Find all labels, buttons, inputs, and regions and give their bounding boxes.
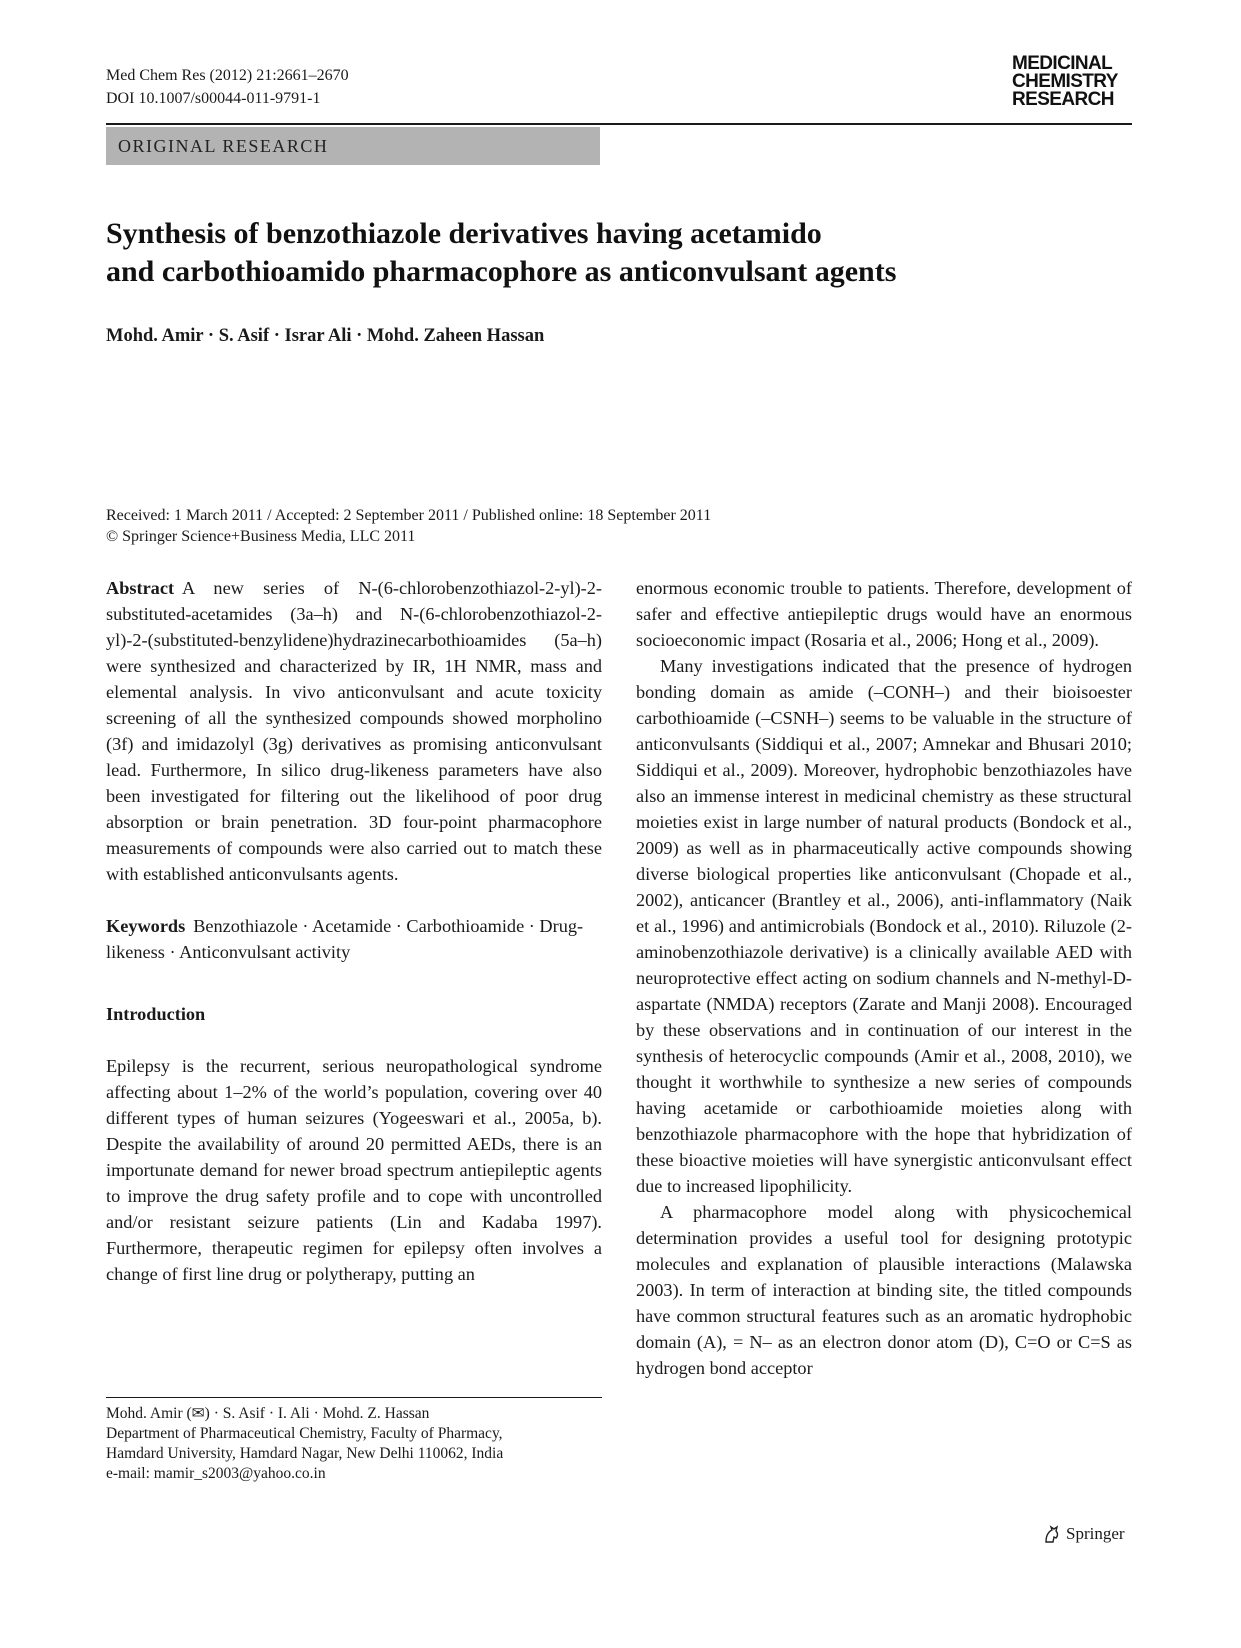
header-divider bbox=[106, 123, 1132, 125]
publisher-mark bbox=[1042, 1524, 1125, 1544]
author-list: Mohd. Amir · S. Asif · Israr Ali · Mohd. Zaheen Hassan bbox=[106, 326, 545, 346]
intro-paragraph-1-continued: enormous economic trouble to patients. Therefore, development of safer and effective antiepileptic drugs would have an enormous socioeconomic impact (Rosaria et al., 2006; Hong et al., 2009). bbox=[636, 578, 1132, 650]
abstract-text: A new series of N-(6-chlorobenzothiazol-2-yl)-2-substituted-acetamides (3a–h) and N-(6-chlorobenzothiazol-2-yl)-2-(substituted-benzylidene)hydrazinecarbothioamides (5a–h) were synthesized and characterized by IR, 1H NMR, mass and elemental analysis. In vivo anticonvulsant and acute toxicity screening of all the synthesized compounds showed morpholino (3f) and imidazolyl (3g) derivatives as promising anticonvulsant lead. Furthermore, In silico drug-likeness parameters have also been investigated for filtering out the likelihood of poor drug absorption or brain penetration. 3D four-point pharmacophore measurements of compounds were also carried out to match these with established anticonvulsants agents. bbox=[106, 578, 602, 884]
right-column bbox=[636, 575, 1132, 1381]
keywords-text: Benzothiazole · Acetamide · Carbothioamide · Drug-likeness · Anticonvulsant activity bbox=[106, 916, 584, 962]
keywords-label: Keywords bbox=[106, 916, 186, 936]
publication-history bbox=[106, 505, 711, 547]
doi: DOI 10.1007/s00044-011-9791-1 bbox=[106, 90, 321, 107]
article-title: Synthesis of benzothiazole derivatives having acetamido and carbothioamido pharmacophore as anticonvulsant agents bbox=[106, 217, 897, 288]
footnote-email: e-mail: mamir_s2003@yahoo.co.in bbox=[106, 1465, 326, 1482]
dates-line: Received: 1 March 2011 / Accepted: 2 September 2011 / Published online: 18 September 2011 bbox=[106, 507, 712, 524]
springer-horse-icon bbox=[1042, 1524, 1062, 1544]
introduction-heading: Introduction bbox=[106, 1004, 206, 1024]
footnote-university: Hamdard University, Hamdard Nagar, New Delhi 110062, India bbox=[106, 1445, 504, 1462]
intro-paragraph-3: A pharmacophore model along with physicochemical determination provides a useful tool for designing prototypic molecules and explanation of plausible interactions (Malawska 2003). In term of interaction at binding site, the titled compounds have common structural features such as an aromatic hydrophobic domain (A), = N– as an electron donor atom (D), C=O or C=S as hydrogen bond acceptor bbox=[636, 1202, 1132, 1378]
footnote-divider bbox=[106, 1397, 602, 1398]
abstract bbox=[106, 575, 602, 887]
journal-citation: Med Chem Res (2012) 21:2661–2670 bbox=[106, 67, 349, 84]
article-category-banner: ORIGINAL RESEARCH bbox=[106, 127, 600, 165]
left-column bbox=[106, 575, 602, 1287]
journal-logo: MEDICINAL CHEMISTRY RESEARCH bbox=[1012, 53, 1118, 110]
keywords bbox=[106, 913, 602, 965]
copyright-line: © Springer Science+Business Media, LLC 2011 bbox=[106, 528, 416, 545]
footnote-department: Department of Pharmaceutical Chemistry, Faculty of Pharmacy, bbox=[106, 1425, 503, 1442]
publisher-name: Springer bbox=[1066, 1524, 1125, 1543]
intro-paragraph-2: Many investigations indicated that the presence of hydrogen bonding domain as amide (–CONH–) and their bioisoester carbothioamide (–CSNH–) seems to be valuable in the structure of anticonvulsants (Siddiqui et al., 2007; Amnekar and Bhusari 2010; Siddiqui et al., 2009). Moreover, hydrophobic benzothiazoles have also an immense interest in medicinal chemistry as these structural moieties exist in large number of natural products (Bondock et al., 2009) as well as in pharmaceutically active compounds showing diverse biological properties like anticonvulsant (Chopade et al., 2002), anticancer (Brantley et al., 2006), anti-inflammatory (Naik et al., 1996) and antimicrobials (Bondock et al., 2010). Riluzole (2-aminobenzothiazole derivative) is a clinically available AED with neuroprotective effect acting on sodium channels and N-methyl-D-aspartate (NMDA) receptors (Zarate and Manji 2008). Encouraged by these observations and in continuation of our interest in the synthesis of heterocyclic compounds (Amir et al., 2008, 2010), we thought it worthwhile to synthesize a new series of compounds having acetamide or carbothioamide moieties along with benzothiazole pharmacophore with the hope that hybridization of these bioactive moieties will have synergistic anticonvulsant effect due to increased lipophilicity. bbox=[636, 656, 1132, 1196]
footnote-authors: Mohd. Amir (✉) · S. Asif · I. Ali · Mohd. Z. Hassan bbox=[106, 1405, 430, 1422]
journal-reference bbox=[106, 64, 349, 110]
author-affiliation-footnote bbox=[106, 1404, 602, 1484]
intro-paragraph-1: Epilepsy is the recurrent, serious neuropathological syndrome affecting about 1–2% of the world’s population, covering over 40 different types of human seizures (Yogeeswari et al., 2005a, b). Despite the availability of around 20 permitted AEDs, there is an importunate demand for newer broad spectrum antiepileptic agents to improve the drug safety profile and to cope with uncontrolled and/or resistant seizure patients (Lin and Kadaba 1997). Furthermore, therapeutic regimen for epilepsy often involves a change of first line drug or polytherapy, putting an bbox=[106, 1056, 602, 1284]
abstract-label: Abstract bbox=[106, 578, 175, 598]
